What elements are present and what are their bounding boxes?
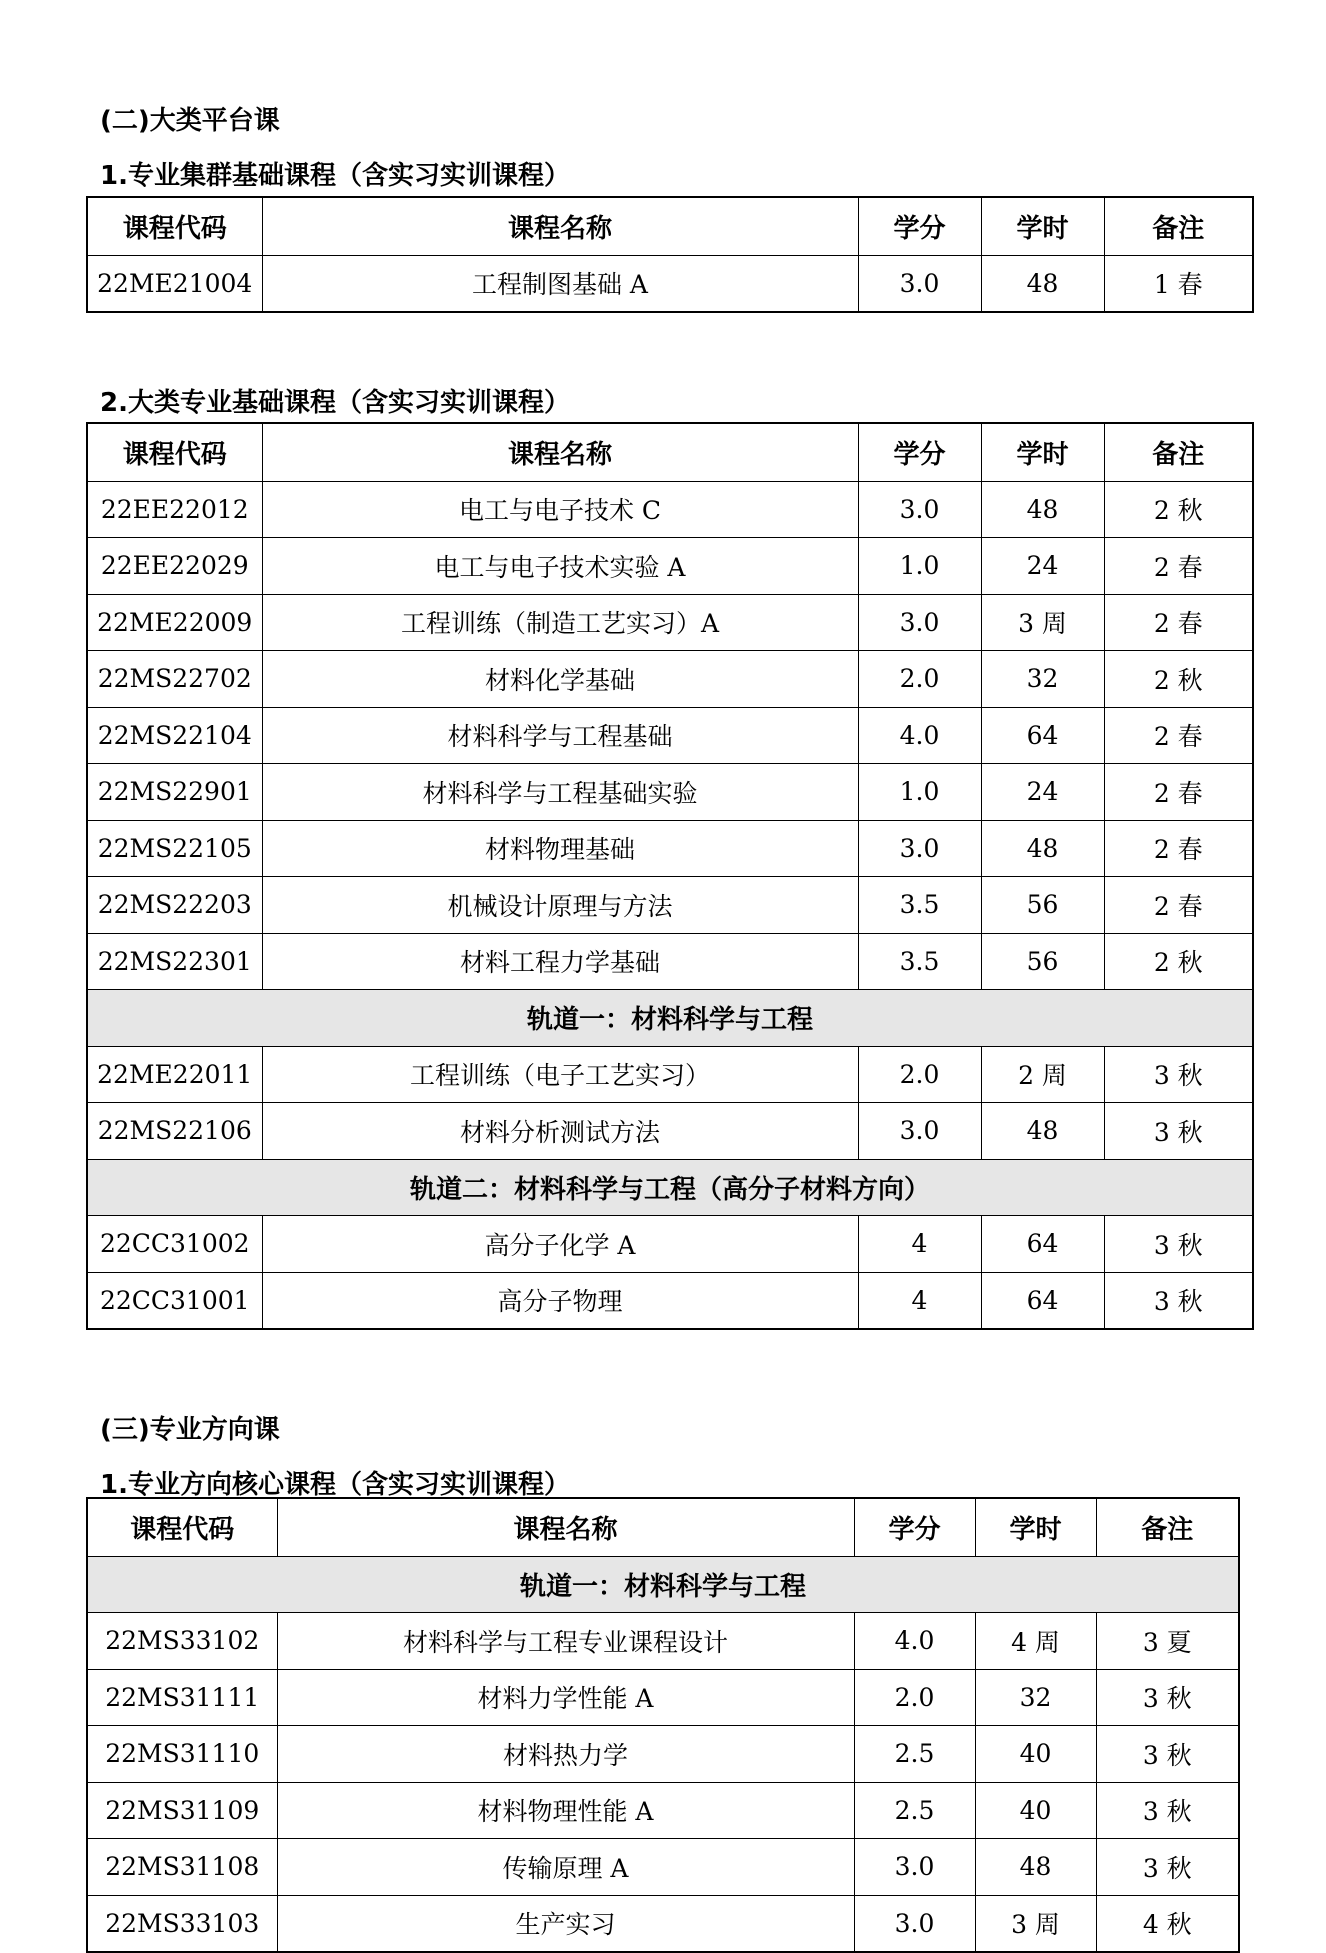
course-name-cell: 材料科学与工程基础 <box>262 707 858 764</box>
course-name-cell: 工程训练（制造工艺实习）A <box>262 594 858 651</box>
header-hours: 学时 <box>981 197 1104 255</box>
notes-cell: 3 秋 <box>1104 1272 1253 1329</box>
notes-cell: 2 秋 <box>1104 481 1253 538</box>
credits-cell: 4.0 <box>858 707 981 764</box>
credits-cell: 4.0 <box>854 1613 975 1670</box>
course-code-cell: 22ME22011 <box>87 1046 262 1103</box>
course-code-cell: 22MS33103 <box>87 1895 277 1952</box>
credits-cell: 3.5 <box>858 877 981 934</box>
course-code-cell: 22ME21004 <box>87 255 262 312</box>
course-name-cell: 高分子化学 A <box>262 1216 858 1273</box>
course-name-cell: 工程制图基础 A <box>262 255 858 312</box>
notes-cell: 2 春 <box>1104 594 1253 651</box>
notes-cell: 2 春 <box>1104 820 1253 877</box>
course-table-direction-core <box>86 1497 1240 1953</box>
track-row <box>87 990 1253 1047</box>
course-name-cell: 材料物理性能 A <box>277 1782 854 1839</box>
track-row <box>87 1159 1253 1216</box>
header-name: 课程名称 <box>262 197 858 255</box>
notes-cell: 3 秋 <box>1104 1103 1253 1160</box>
course-name-cell: 工程训练（电子工艺实习） <box>262 1046 858 1103</box>
hours-cell: 40 <box>975 1726 1096 1783</box>
header-hours: 学时 <box>975 1498 1096 1556</box>
table-row <box>87 594 1253 651</box>
notes-cell: 1 春 <box>1104 255 1253 312</box>
header-credits: 学分 <box>854 1498 975 1556</box>
course-name-cell: 生产实习 <box>277 1895 854 1952</box>
track-label-1: 轨道一：材料科学与工程 <box>87 1556 1239 1613</box>
course-table-cluster-basics <box>86 196 1254 313</box>
subsection-title-direction-core: 1.专业方向核心课程（含实习实训课程） <box>100 1470 570 1500</box>
table-header-row <box>87 423 1253 481</box>
course-name-cell: 材料物理基础 <box>262 820 858 877</box>
notes-cell: 2 春 <box>1104 764 1253 821</box>
hours-cell: 56 <box>981 877 1104 934</box>
header-name: 课程名称 <box>277 1498 854 1556</box>
credits-cell: 2.5 <box>854 1726 975 1783</box>
notes-cell: 3 秋 <box>1096 1726 1239 1783</box>
notes-cell: 3 夏 <box>1096 1613 1239 1670</box>
hours-cell: 48 <box>981 1103 1104 1160</box>
track-label-1: 轨道一：材料科学与工程 <box>87 990 1253 1047</box>
table-row <box>87 1895 1239 1952</box>
course-code-cell: 22MS22702 <box>87 651 262 708</box>
credits-cell: 2.0 <box>854 1669 975 1726</box>
credits-cell: 3.0 <box>858 820 981 877</box>
table-row <box>87 1782 1239 1839</box>
credits-cell: 4 <box>858 1272 981 1329</box>
table-row <box>87 1669 1239 1726</box>
hours-cell: 48 <box>981 255 1104 312</box>
hours-cell: 2 周 <box>981 1046 1104 1103</box>
table-row <box>87 1046 1253 1103</box>
hours-cell: 64 <box>981 1216 1104 1273</box>
hours-cell: 3 周 <box>981 594 1104 651</box>
course-code-cell: 22MS22901 <box>87 764 262 821</box>
course-name-cell: 电工与电子技术 C <box>262 481 858 538</box>
notes-cell: 2 春 <box>1104 707 1253 764</box>
subsection-title-major-basics: 2.大类专业基础课程（含实习实训课程） <box>100 388 570 418</box>
course-code-cell: 22ME22009 <box>87 594 262 651</box>
hours-cell: 24 <box>981 764 1104 821</box>
notes-cell: 3 秋 <box>1104 1046 1253 1103</box>
course-name-cell: 机械设计原理与方法 <box>262 877 858 934</box>
notes-cell: 3 秋 <box>1096 1839 1239 1896</box>
hours-cell: 4 周 <box>975 1613 1096 1670</box>
hours-cell: 3 周 <box>975 1895 1096 1952</box>
course-name-cell: 材料科学与工程专业课程设计 <box>277 1613 854 1670</box>
table-row <box>87 877 1253 934</box>
table-row <box>87 764 1253 821</box>
header-notes: 备注 <box>1096 1498 1239 1556</box>
table-row <box>87 1272 1253 1329</box>
header-notes: 备注 <box>1104 197 1253 255</box>
course-code-cell: 22EE22012 <box>87 481 262 538</box>
table-row <box>87 481 1253 538</box>
course-code-cell: 22MS33102 <box>87 1613 277 1670</box>
credits-cell: 3.0 <box>854 1839 975 1896</box>
credits-cell: 3.5 <box>858 933 981 990</box>
credits-cell: 3.0 <box>858 481 981 538</box>
credits-cell: 3.0 <box>858 1103 981 1160</box>
course-code-cell: 22MS22104 <box>87 707 262 764</box>
table-row <box>87 538 1253 595</box>
hours-cell: 32 <box>981 651 1104 708</box>
credits-cell: 1.0 <box>858 538 981 595</box>
notes-cell: 3 秋 <box>1096 1782 1239 1839</box>
hours-cell: 48 <box>981 820 1104 877</box>
track-label-2: 轨道二：材料科学与工程（高分子材料方向） <box>87 1159 1253 1216</box>
table-row <box>87 1726 1239 1783</box>
course-code-cell: 22MS31108 <box>87 1839 277 1896</box>
header-name: 课程名称 <box>262 423 858 481</box>
notes-cell: 2 春 <box>1104 538 1253 595</box>
section-title-direction: (三)专业方向课 <box>100 1415 280 1445</box>
course-code-cell: 22MS22105 <box>87 820 262 877</box>
course-code-cell: 22MS22203 <box>87 877 262 934</box>
table-row <box>87 1839 1239 1896</box>
credits-cell: 3.0 <box>858 594 981 651</box>
course-code-cell: 22EE22029 <box>87 538 262 595</box>
hours-cell: 24 <box>981 538 1104 595</box>
header-credits: 学分 <box>858 197 981 255</box>
notes-cell: 4 秋 <box>1096 1895 1239 1952</box>
table-row <box>87 820 1253 877</box>
notes-cell: 2 秋 <box>1104 651 1253 708</box>
subsection-title-cluster-basics: 1.专业集群基础课程（含实习实训课程） <box>100 161 570 191</box>
course-name-cell: 材料化学基础 <box>262 651 858 708</box>
hours-cell: 32 <box>975 1669 1096 1726</box>
header-code: 课程代码 <box>87 1498 277 1556</box>
credits-cell: 2.0 <box>858 651 981 708</box>
header-credits: 学分 <box>858 423 981 481</box>
table-header-row <box>87 197 1253 255</box>
section-title-platform: (二)大类平台课 <box>100 106 280 136</box>
credits-cell: 3.0 <box>858 255 981 312</box>
course-code-cell: 22MS22301 <box>87 933 262 990</box>
notes-cell: 2 秋 <box>1104 933 1253 990</box>
course-code-cell: 22MS31110 <box>87 1726 277 1783</box>
table-row <box>87 1103 1253 1160</box>
table-row <box>87 255 1253 312</box>
course-name-cell: 材料分析测试方法 <box>262 1103 858 1160</box>
header-code: 课程代码 <box>87 197 262 255</box>
header-hours: 学时 <box>981 423 1104 481</box>
hours-cell: 56 <box>981 933 1104 990</box>
hours-cell: 64 <box>981 707 1104 764</box>
table-row <box>87 651 1253 708</box>
notes-cell: 3 秋 <box>1104 1216 1253 1273</box>
table-row <box>87 1216 1253 1273</box>
notes-cell: 2 春 <box>1104 877 1253 934</box>
course-name-cell: 传输原理 A <box>277 1839 854 1896</box>
course-name-cell: 高分子物理 <box>262 1272 858 1329</box>
course-name-cell: 材料力学性能 A <box>277 1669 854 1726</box>
notes-cell: 3 秋 <box>1096 1669 1239 1726</box>
credits-cell: 2.0 <box>858 1046 981 1103</box>
table-row <box>87 707 1253 764</box>
table-header-row <box>87 1498 1239 1556</box>
course-code-cell: 22CC31002 <box>87 1216 262 1273</box>
course-name-cell: 材料热力学 <box>277 1726 854 1783</box>
course-table-major-basics <box>86 422 1254 1330</box>
course-code-cell: 22MS31111 <box>87 1669 277 1726</box>
course-code-cell: 22CC31001 <box>87 1272 262 1329</box>
hours-cell: 40 <box>975 1782 1096 1839</box>
course-name-cell: 材料工程力学基础 <box>262 933 858 990</box>
header-notes: 备注 <box>1104 423 1253 481</box>
course-name-cell: 材料科学与工程基础实验 <box>262 764 858 821</box>
track-row <box>87 1556 1239 1613</box>
hours-cell: 64 <box>981 1272 1104 1329</box>
course-name-cell: 电工与电子技术实验 A <box>262 538 858 595</box>
hours-cell: 48 <box>975 1839 1096 1896</box>
table-row <box>87 1613 1239 1670</box>
credits-cell: 4 <box>858 1216 981 1273</box>
credits-cell: 2.5 <box>854 1782 975 1839</box>
header-code: 课程代码 <box>87 423 262 481</box>
credits-cell: 3.0 <box>854 1895 975 1952</box>
course-code-cell: 22MS22106 <box>87 1103 262 1160</box>
table-row <box>87 933 1253 990</box>
course-code-cell: 22MS31109 <box>87 1782 277 1839</box>
hours-cell: 48 <box>981 481 1104 538</box>
credits-cell: 1.0 <box>858 764 981 821</box>
